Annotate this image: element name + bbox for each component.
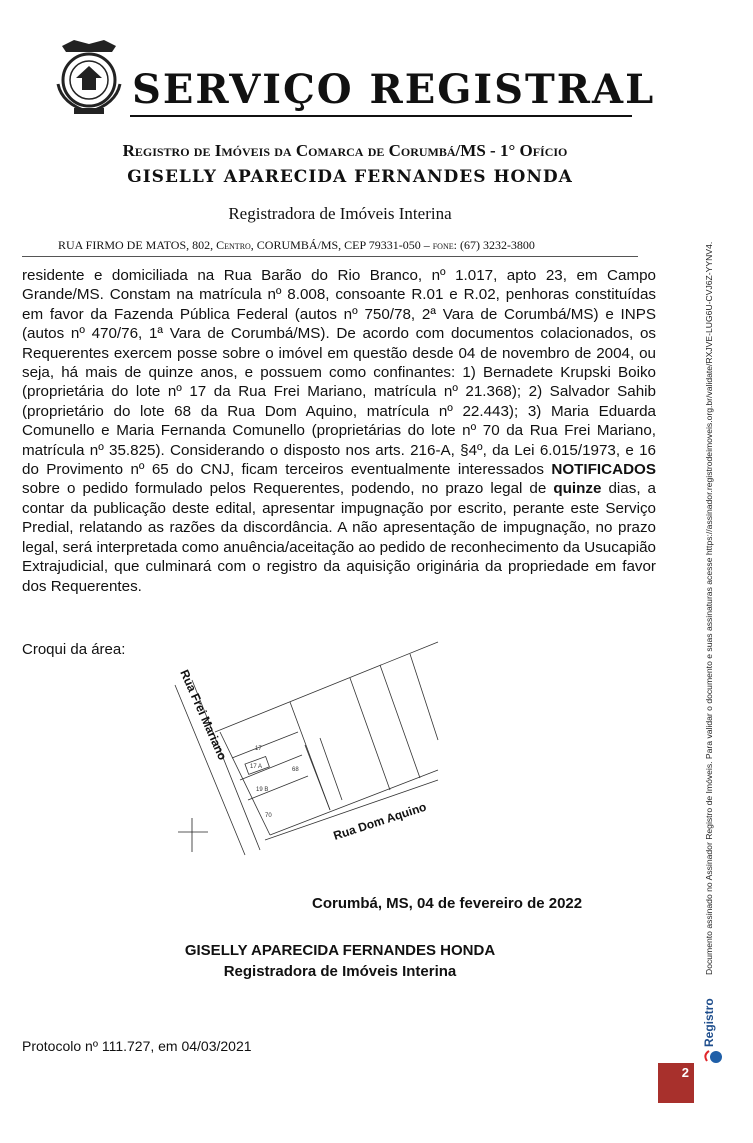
protocol-number: Protocolo nº 111.727, em 04/03/2021 — [22, 1038, 252, 1054]
street-frei-mariano: Rua Frei Mariano — [177, 667, 230, 763]
body-text-part-3: dias, a contar da publicação deste edital, apresentar impugnação por escrito, perante este Serviço Predial, relatando as razões da discordância. A não apresentação de impugnação, no prazo legal, será interpretada como anuência/aceitação ao pedido de reconhecimento da Usucapião Extrajudicial, que culminará com o registro da aquisição originária da propriedade em favor dos Requerentes. — [22, 480, 656, 595]
signer-title: Registradora de Imóveis Interina — [223, 963, 457, 980]
registrar-title: Registradora de Imóveis Interina — [228, 204, 452, 223]
registro-logo-icon — [699, 985, 733, 1065]
lot-17a-label: 17 A — [250, 764, 263, 770]
body-paragraph — [22, 266, 656, 596]
office-name: Registro de Imóveis da Comarca de Corumbá/MS - 1° Ofício — [122, 141, 568, 160]
address-rule — [22, 256, 638, 257]
street-dom-aquino: Rua Dom Aquino — [331, 799, 429, 843]
body-text-part-1: residente e domiciliada na Rua Barão do Rio Branco, nº 1.017, apto 23, em Campo Grande/MS. Constam na matrícula nº 8.008, consoante R.01 e R.02, penhoras constituídas em favor da Fazenda Pública Federal (autos nº 750/78, 2ª Vara de Corumbá/MS) e INPS (autos nº 470/76, 1ª Vara de Corumbá/MS). De acordo com documentos colacionados, os Requerentes exercem posse sobre o imóvel em questão desde 04 de novembro de 2004, ou seja, há mais de quinze anos, e possuem como confinantes: 1) Bernadete Krupski Boiko (proprietária do lote nº 17 da Rua Frei Mariano, matrícula nº 21.368); 2) Salvador Sahib (proprietário do lote 68 da Rua Dom Aquino, matrícula nº 22.443); 3) Maria Eduarda Comunello e Maria Fernanda Comunello (proprietárias do lote nº 70 da Rua Frei Mariano, matrícula nº 35.825). Considerando o disposto nos arts. 216-A, §4º, da Lei 6.015/1973, e 16 do Provimento nº 65 do CNJ, ficam terceiros eventualmente interessados — [22, 267, 656, 479]
sketch-label: Croqui da área: — [22, 641, 126, 658]
brand-title: SERVIÇO REGISTRAL — [132, 66, 656, 113]
lot-70-label: 70 — [265, 813, 272, 819]
state-seal-icon — [52, 38, 126, 116]
place-date: Corumbá, MS, 04 de fevereiro de 2022 — [312, 895, 583, 912]
signer-name: GISELLY APARECIDA FERNANDES HONDA — [184, 942, 496, 959]
body-text-part-2: sobre o pedido formulado pelos Requerentes, podendo, no prazo legal de — [22, 480, 547, 498]
deadline-emphasis: quinze — [553, 480, 602, 498]
page-number: 2 — [658, 1063, 694, 1103]
brand-rule — [130, 115, 632, 117]
logo-word: Registro — [702, 998, 716, 1047]
compass-icon — [178, 818, 208, 852]
office-address: RUA FIRMO DE MATOS, 802, Centro, CORUMBÁ/MS, CEP 79331-050 – fone: (67) 3232-3800 — [58, 238, 535, 252]
area-sketch — [170, 640, 470, 875]
registrar-name: GISELLY APARECIDA FERNANDES HONDA — [127, 167, 573, 187]
validation-note: Documento assinado no Assinador Registro de Imóveis. Para validar o documento e suas assinaturas acesse https://assinador.registrodeimoveis.org.br/validate/RXJVE-LUG6U-CVJ6Z-YYNV4. — [704, 241, 714, 975]
signature-block — [0, 940, 680, 982]
lot-68-label: 68 — [292, 767, 299, 773]
lot-17-label: 17 — [255, 746, 262, 752]
notified-emphasis: NOTIFICADOS — [551, 461, 656, 479]
lot-19b-label: 19 B — [256, 787, 269, 793]
